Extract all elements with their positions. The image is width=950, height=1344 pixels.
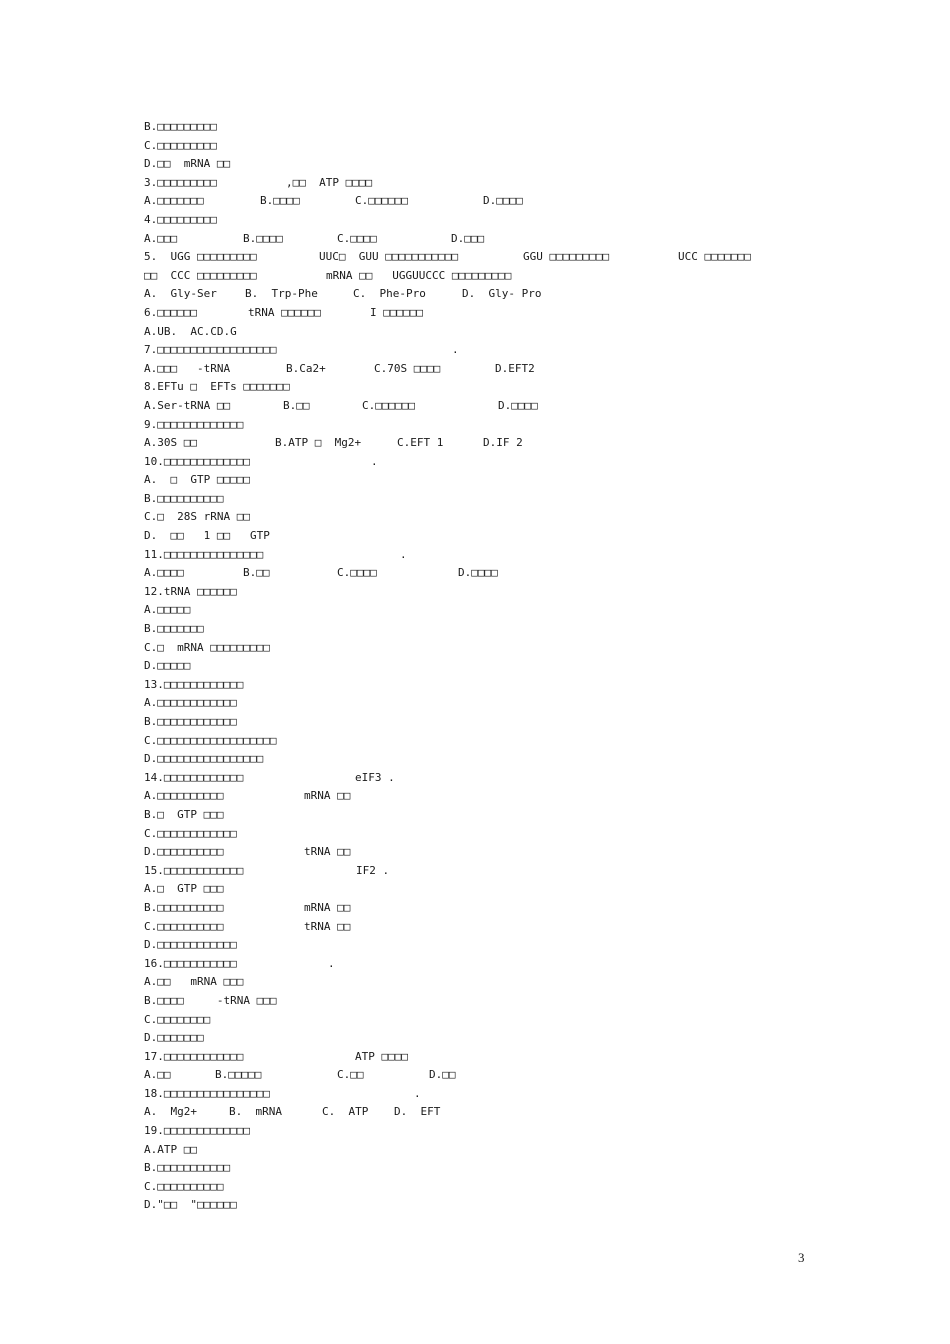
text-segment: C.□ mRNA □□□□□□□□□ bbox=[144, 640, 270, 654]
text-line bbox=[144, 360, 804, 379]
text-line bbox=[144, 1085, 804, 1104]
text-line bbox=[144, 471, 804, 490]
text-segment: C.□□□□ bbox=[337, 231, 377, 245]
text-segment: A. Mg2+ bbox=[144, 1105, 197, 1119]
text-segment: . bbox=[452, 343, 459, 357]
text-segment: 15.□□□□□□□□□□□□ bbox=[144, 863, 244, 877]
text-line bbox=[144, 862, 804, 881]
text-line bbox=[144, 1029, 804, 1048]
text-line bbox=[144, 174, 804, 193]
text-segment: C.□□□□□□ bbox=[355, 194, 408, 208]
text-segment: D.□□□□ bbox=[458, 566, 498, 580]
text-segment: C.□□□□□□□□□□□□ bbox=[144, 826, 237, 840]
text-segment: 10.□□□□□□□□□□□□□ bbox=[144, 454, 250, 468]
text-segment: A.□□□□□□□ bbox=[144, 194, 204, 208]
text-line bbox=[144, 806, 804, 825]
text-segment: B.ATP □ Mg2+ bbox=[275, 436, 362, 450]
text-segment: 19.□□□□□□□□□□□□□ bbox=[144, 1124, 250, 1138]
text-segment: 13.□□□□□□□□□□□□ bbox=[144, 677, 244, 691]
text-segment: . bbox=[414, 1086, 421, 1100]
text-line bbox=[144, 564, 804, 583]
text-line bbox=[144, 211, 804, 230]
text-segment: D.□□□□□□□ bbox=[144, 1031, 204, 1045]
text-segment: D.IF 2 bbox=[483, 436, 523, 450]
text-segment: D.□□□□□□□□□□ bbox=[144, 845, 224, 859]
text-line bbox=[144, 694, 804, 713]
text-line bbox=[144, 155, 804, 174]
text-segment: GGU □□□□□□□□□ bbox=[523, 250, 610, 264]
text-segment: B.□□□□□□□□□□ bbox=[144, 900, 224, 914]
text-line bbox=[144, 248, 804, 267]
text-line bbox=[144, 137, 804, 156]
text-segment: A.UB. AC.CD.G bbox=[144, 324, 237, 338]
text-segment: A.ATP □□ bbox=[144, 1142, 197, 1156]
text-segment: D.EFT2 bbox=[495, 361, 535, 375]
text-line bbox=[144, 508, 804, 527]
text-segment: C.EFT 1 bbox=[397, 436, 444, 450]
text-line bbox=[144, 1159, 804, 1178]
text-line bbox=[144, 1066, 804, 1085]
text-line bbox=[144, 230, 804, 249]
text-line bbox=[144, 955, 804, 974]
text-segment: C.□□□□□□□□□□□□□□□□□□ bbox=[144, 733, 277, 747]
text-line bbox=[144, 1011, 804, 1030]
text-segment: 6.□□□□□□ bbox=[144, 305, 197, 319]
text-segment: 18.□□□□□□□□□□□□□□□□ bbox=[144, 1086, 270, 1100]
text-line bbox=[144, 620, 804, 639]
text-line bbox=[144, 323, 804, 342]
text-line bbox=[144, 267, 804, 286]
text-segment: A.□□□□□□□□□□ bbox=[144, 789, 224, 803]
text-segment: A.□□□□ bbox=[144, 566, 184, 580]
text-segment: tRNA □□ bbox=[304, 845, 351, 859]
text-segment: D. EFT bbox=[394, 1105, 441, 1119]
text-segment: 9.□□□□□□□□□□□□□ bbox=[144, 417, 244, 431]
text-line bbox=[144, 825, 804, 844]
text-segment: D.□□ bbox=[429, 1068, 456, 1082]
text-segment: B.□□□□□ bbox=[215, 1068, 262, 1082]
text-segment: C.□□□□□□□□□□ bbox=[144, 1179, 224, 1193]
text-segment: D. □□ 1 □□ GTP bbox=[144, 529, 270, 543]
text-segment: . bbox=[328, 956, 335, 970]
text-line bbox=[144, 601, 804, 620]
text-segment: 8.EFTu □ EFTs □□□□□□□ bbox=[144, 380, 290, 394]
text-segment: D. Gly- Pro bbox=[462, 287, 542, 301]
text-segment: B.□□□□□□□□□ bbox=[144, 120, 217, 133]
text-line bbox=[144, 546, 804, 565]
text-segment: C.□□□□□□□□□□ bbox=[144, 919, 224, 933]
text-segment: C.□ 28S rRNA □□ bbox=[144, 510, 250, 524]
text-segment: D.□□ mRNA □□ bbox=[144, 157, 231, 171]
text-segment: B.□□□□ bbox=[243, 231, 283, 245]
text-line bbox=[144, 992, 804, 1011]
text-line bbox=[144, 750, 804, 769]
text-segment: IF2 . bbox=[356, 863, 390, 877]
text-segment: D.□□□□ bbox=[498, 398, 538, 412]
page-number: 3 bbox=[798, 1250, 805, 1265]
text-segment: 16.□□□□□□□□□□□ bbox=[144, 956, 237, 970]
text-segment: I □□□□□□ bbox=[370, 305, 423, 319]
text-segment: B.□□□□□□□□□□ bbox=[144, 491, 224, 505]
text-segment: C.□□□□ bbox=[337, 566, 377, 580]
text-segment: B.□□□□ -tRNA □□□ bbox=[144, 993, 277, 1007]
text-line bbox=[144, 1103, 804, 1122]
text-segment: . bbox=[400, 547, 407, 561]
text-segment: A.□□□□□ bbox=[144, 603, 191, 617]
text-line bbox=[144, 192, 804, 211]
text-segment: C.□□ bbox=[337, 1068, 364, 1082]
text-segment: B.□□□□ bbox=[260, 194, 300, 208]
text-segment: C. Phe-Pro bbox=[353, 287, 426, 301]
text-segment: B.□□□□□□□□□□□ bbox=[144, 1161, 231, 1175]
text-line bbox=[144, 899, 804, 918]
text-segment: B.□□ bbox=[243, 566, 270, 580]
text-segment: 14.□□□□□□□□□□□□ bbox=[144, 770, 244, 784]
text-line bbox=[144, 397, 804, 416]
text-segment: B.□ GTP □□□ bbox=[144, 807, 224, 821]
text-segment: mRNA □□ bbox=[304, 789, 351, 803]
text-line bbox=[144, 936, 804, 955]
text-line bbox=[144, 769, 804, 788]
text-line bbox=[144, 657, 804, 676]
text-line bbox=[144, 676, 804, 695]
text-segment: mRNA □□ UGGUUCCC □□□□□□□□□ bbox=[326, 268, 512, 282]
text-segment: D.□□□□ bbox=[483, 194, 523, 208]
text-line bbox=[144, 285, 804, 304]
text-segment: ATP □□□□ bbox=[355, 1049, 408, 1063]
text-segment: B.□□□□□□□□□□□□ bbox=[144, 715, 237, 728]
text-line bbox=[144, 378, 804, 397]
text-segment: A.□□□ -tRNA bbox=[144, 361, 231, 375]
text-segment: A.□□□ bbox=[144, 231, 178, 245]
question-text bbox=[144, 118, 804, 1215]
text-segment: UCC □□□□□□□ bbox=[678, 250, 751, 264]
text-line bbox=[144, 304, 804, 323]
text-segment: B. Trp-Phe bbox=[245, 287, 318, 301]
text-line bbox=[144, 1178, 804, 1197]
text-line bbox=[144, 1048, 804, 1067]
text-segment: B.□□ bbox=[283, 398, 310, 412]
text-segment: D."□□ "□□□□□□ bbox=[144, 1198, 237, 1212]
text-line bbox=[144, 787, 804, 806]
text-segment: B.Ca2+ bbox=[286, 361, 326, 375]
text-segment: A.Ser-tRNA □□ bbox=[144, 398, 231, 412]
text-segment: tRNA □□ bbox=[304, 919, 351, 933]
text-line bbox=[144, 918, 804, 937]
text-segment: C.□□□□□□□□ bbox=[144, 1012, 211, 1026]
text-line bbox=[144, 341, 804, 360]
text-segment: D.□□□□□□□□□□□□ bbox=[144, 938, 237, 952]
text-segment: 3.□□□□□□□□□ bbox=[144, 175, 217, 189]
text-segment: A.30S □□ bbox=[144, 436, 197, 450]
text-segment: mRNA □□ bbox=[304, 900, 351, 914]
text-segment: A.□□ bbox=[144, 1068, 171, 1082]
text-segment: A.□□ mRNA □□□ bbox=[144, 975, 244, 989]
text-segment: A. □ GTP □□□□□ bbox=[144, 473, 250, 487]
text-line bbox=[144, 973, 804, 992]
text-segment: A.□□□□□□□□□□□□ bbox=[144, 696, 237, 710]
text-line bbox=[144, 639, 804, 658]
text-segment: 5. UGG □□□□□□□□□ bbox=[144, 250, 257, 264]
text-line bbox=[144, 118, 804, 137]
text-line bbox=[144, 843, 804, 862]
text-segment: C.□□□□□□□□□ bbox=[144, 138, 217, 152]
text-line bbox=[144, 1141, 804, 1160]
text-line bbox=[144, 713, 804, 732]
text-segment: C.□□□□□□ bbox=[362, 398, 415, 412]
text-segment: A. Gly-Ser bbox=[144, 287, 217, 301]
text-segment: B. mRNA bbox=[229, 1105, 282, 1119]
text-segment: D.□□□□□□□□□□□□□□□□ bbox=[144, 752, 264, 766]
text-segment: C. ATP bbox=[322, 1105, 369, 1119]
text-segment: D.□□□□□ bbox=[144, 659, 191, 673]
text-line bbox=[144, 1122, 804, 1141]
text-line bbox=[144, 732, 804, 751]
text-line bbox=[144, 434, 804, 453]
text-line bbox=[144, 1196, 804, 1215]
text-segment: 12.tRNA □□□□□□ bbox=[144, 584, 237, 598]
text-segment: B.□□□□□□□ bbox=[144, 622, 204, 636]
text-segment: 7.□□□□□□□□□□□□□□□□□□ bbox=[144, 343, 277, 357]
text-segment: tRNA □□□□□□ bbox=[248, 305, 321, 319]
text-line bbox=[144, 880, 804, 899]
text-segment: eIF3 . bbox=[355, 770, 395, 784]
text-line bbox=[144, 453, 804, 472]
text-line bbox=[144, 416, 804, 435]
text-segment: 17.□□□□□□□□□□□□ bbox=[144, 1049, 244, 1063]
text-segment: 11.□□□□□□□□□□□□□□□ bbox=[144, 547, 264, 561]
text-segment: A.□ GTP □□□ bbox=[144, 882, 224, 896]
text-segment: UUC□ GUU □□□□□□□□□□□ bbox=[319, 250, 459, 264]
text-line bbox=[144, 490, 804, 509]
text-segment: ,□□ ATP □□□□ bbox=[286, 175, 373, 189]
text-segment: 4.□□□□□□□□□ bbox=[144, 212, 217, 226]
text-line bbox=[144, 583, 804, 602]
text-segment: D.□□□ bbox=[451, 231, 485, 245]
text-segment: □□ CCC □□□□□□□□□ bbox=[144, 268, 257, 282]
text-segment: C.70S □□□□ bbox=[374, 361, 441, 375]
text-line bbox=[144, 527, 804, 546]
text-segment: . bbox=[371, 454, 378, 468]
